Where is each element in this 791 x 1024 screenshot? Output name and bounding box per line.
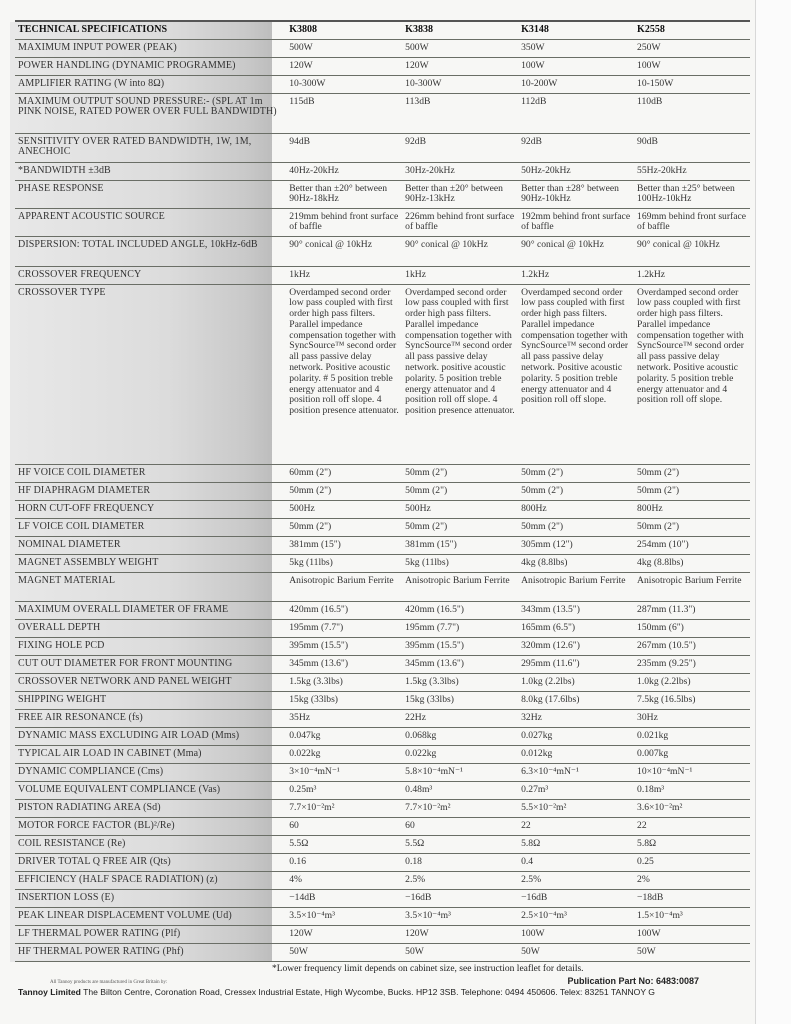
spec-value: 1kHz bbox=[286, 266, 402, 284]
spec-value: 50mm (2") bbox=[518, 518, 634, 536]
spec-value: Overdamped second order low pass coupled with first order high pass filters. Parallel impedance compensation together with SyncSource™ second order all pass passive delay network. positive acoustic polarity. 5 position treble energy attenuator and 4 position roll off slope. 4 position presence attenuator. bbox=[402, 284, 518, 464]
spec-value: Overdamped second order low pass coupled with first order high pass filters. Parallel impedance compensation together with SyncSource™ second order all pass passive delay network. Positive acoustic polarity. # 5 position treble energy attenuator and 4 position roll off slope. 4 position presence attenuator. bbox=[286, 284, 402, 464]
spec-label: PHASE RESPONSE bbox=[15, 180, 286, 208]
spec-value: 1.0kg (2.2lbs) bbox=[518, 673, 634, 691]
spec-value: 0.25m³ bbox=[286, 781, 402, 799]
table-title: TECHNICAL SPECIFICATIONS bbox=[15, 22, 286, 39]
spec-value: 1.2kHz bbox=[634, 266, 750, 284]
spec-value: 5.8×10⁻⁴mN⁻¹ bbox=[402, 763, 518, 781]
spec-value: 4kg (8.8lbs) bbox=[518, 554, 634, 572]
spec-label: EFFICIENCY (HALF SPACE RADIATION) (z) bbox=[15, 871, 286, 889]
spec-label: FREE AIR RESONANCE (fs) bbox=[15, 709, 286, 727]
spec-label: CROSSOVER FREQUENCY bbox=[15, 266, 286, 284]
spec-value: 22 bbox=[518, 817, 634, 835]
spec-value: 0.022kg bbox=[286, 745, 402, 763]
spec-value: Anisotropic Barium Ferrite bbox=[402, 572, 518, 601]
table-row bbox=[15, 482, 750, 500]
spec-value: 381mm (15") bbox=[286, 536, 402, 554]
spec-value: 50mm (2") bbox=[634, 464, 750, 482]
spec-value: 4kg (8.8lbs) bbox=[634, 554, 750, 572]
table-row bbox=[15, 835, 750, 853]
model-header: K2558 bbox=[634, 22, 750, 39]
spec-value: 500W bbox=[402, 39, 518, 57]
spec-value: 0.007kg bbox=[634, 745, 750, 763]
table-row bbox=[15, 853, 750, 871]
spec-label: MAXIMUM INPUT POWER (PEAK) bbox=[15, 39, 286, 57]
spec-value: 3×10⁻⁴mN⁻¹ bbox=[286, 763, 402, 781]
spec-value: Better than ±20° between 90Hz-13kHz bbox=[402, 180, 518, 208]
spec-value: 295mm (11.6") bbox=[518, 655, 634, 673]
spec-label: NOMINAL DIAMETER bbox=[15, 536, 286, 554]
spec-value: 350W bbox=[518, 39, 634, 57]
spec-value: 0.4 bbox=[518, 853, 634, 871]
spec-value: 7.5kg (16.5lbs) bbox=[634, 691, 750, 709]
spec-value: 195mm (7.7") bbox=[402, 619, 518, 637]
spec-value: 55Hz-20kHz bbox=[634, 162, 750, 180]
company-address-line bbox=[18, 987, 655, 997]
spec-value: 420mm (16.5") bbox=[286, 601, 402, 619]
spec-value: 169mm behind front surface of baffle bbox=[634, 208, 750, 236]
spec-value: 3.5×10⁻⁴m³ bbox=[402, 907, 518, 925]
spec-value: 92dB bbox=[518, 133, 634, 162]
spec-value: 100W bbox=[518, 57, 634, 75]
spec-value: 50mm (2") bbox=[286, 482, 402, 500]
spec-label: HORN CUT-OFF FREQUENCY bbox=[15, 500, 286, 518]
table-row bbox=[15, 133, 750, 162]
spec-value: 40Hz-20kHz bbox=[286, 162, 402, 180]
publication-number: Publication Part No: 6483:0087 bbox=[567, 976, 699, 986]
spec-value: 60mm (2") bbox=[286, 464, 402, 482]
table-row bbox=[15, 709, 750, 727]
spec-value: 50mm (2") bbox=[402, 518, 518, 536]
spec-label: APPARENT ACOUSTIC SOURCE bbox=[15, 208, 286, 236]
spec-value: −18dB bbox=[634, 889, 750, 907]
spec-label: POWER HANDLING (DYNAMIC PROGRAMME) bbox=[15, 57, 286, 75]
company-address: The Bilton Centre, Coronation Road, Cressex Industrial Estate, High Wycombe, Bucks. HP12 3SB. Telephone: 0494 450606. Telex: 83251 TANNOY G bbox=[83, 987, 655, 997]
spec-label: HF DIAPHRAGM DIAMETER bbox=[15, 482, 286, 500]
spec-label: HF VOICE COIL DIAMETER bbox=[15, 464, 286, 482]
spec-value: 100W bbox=[634, 57, 750, 75]
table-row bbox=[15, 817, 750, 835]
spec-label: DRIVER TOTAL Q FREE AIR (Qts) bbox=[15, 853, 286, 871]
spec-value: 8.0kg (17.6lbs) bbox=[518, 691, 634, 709]
spec-label: MOTOR FORCE FACTOR (BL)²/Re) bbox=[15, 817, 286, 835]
spec-value: 1.5kg (3.3lbs) bbox=[286, 673, 402, 691]
spec-label: TYPICAL AIR LOAD IN CABINET (Mma) bbox=[15, 745, 286, 763]
spec-value: 267mm (10.5") bbox=[634, 637, 750, 655]
spec-value: 30Hz bbox=[634, 709, 750, 727]
spec-value: 2.5% bbox=[402, 871, 518, 889]
spec-value: 100W bbox=[634, 925, 750, 943]
table-row bbox=[15, 889, 750, 907]
spec-value: 90° conical @ 10kHz bbox=[634, 236, 750, 266]
spec-value: 0.012kg bbox=[518, 745, 634, 763]
table-row bbox=[15, 619, 750, 637]
spec-label: DISPERSION: TOTAL INCLUDED ANGLE, 10kHz-6dB bbox=[15, 236, 286, 266]
spec-value: 5.8Ω bbox=[518, 835, 634, 853]
spec-value: 5.5Ω bbox=[286, 835, 402, 853]
table-header-row bbox=[15, 22, 750, 39]
spec-value: 22 bbox=[634, 817, 750, 835]
spec-value: 50W bbox=[286, 943, 402, 961]
spec-label: DYNAMIC MASS EXCLUDING AIR LOAD (Mms) bbox=[15, 727, 286, 745]
spec-value: 6.3×10⁻⁴mN⁻¹ bbox=[518, 763, 634, 781]
table-row bbox=[15, 180, 750, 208]
spec-label: MAXIMUM OUTPUT SOUND PRESSURE:- (SPL AT 1m PINK NOISE, RATED POWER OVER FULL BANDWIDTH) bbox=[15, 93, 286, 133]
spec-value: 1.0kg (2.2lbs) bbox=[634, 673, 750, 691]
table-row bbox=[15, 572, 750, 601]
spec-label: PISTON RADIATING AREA (Sd) bbox=[15, 799, 286, 817]
table-row bbox=[15, 518, 750, 536]
spec-value: 50mm (2") bbox=[518, 464, 634, 482]
table-row bbox=[15, 655, 750, 673]
spec-label: *BANDWIDTH ±3dB bbox=[15, 162, 286, 180]
spec-value: 10-300W bbox=[402, 75, 518, 93]
table-row bbox=[15, 162, 750, 180]
table-row bbox=[15, 727, 750, 745]
spec-value: 0.18m³ bbox=[634, 781, 750, 799]
spec-value: 4% bbox=[286, 871, 402, 889]
spec-value: 800Hz bbox=[518, 500, 634, 518]
spec-value: 15kg (33lbs) bbox=[402, 691, 518, 709]
spec-label: CROSSOVER TYPE bbox=[15, 284, 286, 464]
spec-value: 0.047kg bbox=[286, 727, 402, 745]
spec-label: CUT OUT DIAMETER FOR FRONT MOUNTING bbox=[15, 655, 286, 673]
spec-value: Overdamped second order low pass coupled with first order high pass filters. Parallel impedance compensation together with SyncSource™ second order all pass passive delay network. Positive acoustic polarity. 5 position treble energy attenuator and 4 position roll off slope. bbox=[634, 284, 750, 464]
spec-label: DYNAMIC COMPLIANCE (Cms) bbox=[15, 763, 286, 781]
spec-label: MAGNET ASSEMBLY WEIGHT bbox=[15, 554, 286, 572]
spec-value: 90° conical @ 10kHz bbox=[518, 236, 634, 266]
spec-value: 395mm (15.5") bbox=[402, 637, 518, 655]
model-header: K3838 bbox=[402, 22, 518, 39]
spec-label: OVERALL DEPTH bbox=[15, 619, 286, 637]
spec-value: 254mm (10") bbox=[634, 536, 750, 554]
spec-value: 0.25 bbox=[634, 853, 750, 871]
spec-value: 500Hz bbox=[402, 500, 518, 518]
spec-value: 0.021kg bbox=[634, 727, 750, 745]
spec-label: LF THERMAL POWER RATING (Plf) bbox=[15, 925, 286, 943]
table-row bbox=[15, 266, 750, 284]
spec-value: Anisotropic Barium Ferrite bbox=[286, 572, 402, 601]
table-row bbox=[15, 284, 750, 464]
spec-value: 50mm (2") bbox=[286, 518, 402, 536]
table-row bbox=[15, 781, 750, 799]
table-row bbox=[15, 745, 750, 763]
spec-value: 2.5% bbox=[518, 871, 634, 889]
spec-value: 0.068kg bbox=[402, 727, 518, 745]
spec-value: 10-300W bbox=[286, 75, 402, 93]
spec-value: 192mm behind front surface of baffle bbox=[518, 208, 634, 236]
spec-label: SHIPPING WEIGHT bbox=[15, 691, 286, 709]
spec-value: 5.5Ω bbox=[402, 835, 518, 853]
spec-value: 250W bbox=[634, 39, 750, 57]
model-header: K3148 bbox=[518, 22, 634, 39]
spec-value: 5.5×10⁻²m² bbox=[518, 799, 634, 817]
spec-table bbox=[15, 22, 750, 962]
spec-value: 287mm (11.3") bbox=[634, 601, 750, 619]
spec-value: 345mm (13.6") bbox=[402, 655, 518, 673]
spec-value: 10-150W bbox=[634, 75, 750, 93]
spec-value: 113dB bbox=[402, 93, 518, 133]
spec-value: 800Hz bbox=[634, 500, 750, 518]
spec-value: −14dB bbox=[286, 889, 402, 907]
spec-value: 1.5×10⁻⁴m³ bbox=[634, 907, 750, 925]
spec-value: 3.6×10⁻²m² bbox=[634, 799, 750, 817]
table-row bbox=[15, 943, 750, 961]
spec-value: 92dB bbox=[402, 133, 518, 162]
spec-value: 120W bbox=[286, 925, 402, 943]
spec-value: 2.5×10⁻⁴m³ bbox=[518, 907, 634, 925]
spec-value: 10×10⁻⁴mN⁻¹ bbox=[634, 763, 750, 781]
spec-value: Anisotropic Barium Ferrite bbox=[634, 572, 750, 601]
spec-label: COIL RESISTANCE (Re) bbox=[15, 835, 286, 853]
spec-value: 219mm behind front surface of baffle bbox=[286, 208, 402, 236]
table-row bbox=[15, 673, 750, 691]
table-row bbox=[15, 637, 750, 655]
spec-value: 235mm (9.25") bbox=[634, 655, 750, 673]
spec-value: 50mm (2") bbox=[402, 482, 518, 500]
spec-value: 120W bbox=[286, 57, 402, 75]
spec-value: 90° conical @ 10kHz bbox=[402, 236, 518, 266]
spec-label: AMPLIFIER RATING (W into 8Ω) bbox=[15, 75, 286, 93]
spec-value: 500Hz bbox=[286, 500, 402, 518]
table-row bbox=[15, 925, 750, 943]
spec-value: 0.16 bbox=[286, 853, 402, 871]
table-row bbox=[15, 500, 750, 518]
spec-value: 305mm (12") bbox=[518, 536, 634, 554]
spec-label: LF VOICE COIL DIAMETER bbox=[15, 518, 286, 536]
table-row bbox=[15, 75, 750, 93]
spec-value: 50mm (2") bbox=[634, 518, 750, 536]
table-row bbox=[15, 799, 750, 817]
table-row bbox=[15, 57, 750, 75]
spec-value: 60 bbox=[286, 817, 402, 835]
spec-value: 150mm (6") bbox=[634, 619, 750, 637]
spec-value: 94dB bbox=[286, 133, 402, 162]
page-edge bbox=[755, 0, 791, 1024]
spec-label: FIXING HOLE PCD bbox=[15, 637, 286, 655]
spec-value: 50W bbox=[518, 943, 634, 961]
spec-value: 100W bbox=[518, 925, 634, 943]
spec-value: 381mm (15") bbox=[402, 536, 518, 554]
spec-value: 7.7×10⁻²m² bbox=[402, 799, 518, 817]
spec-value: 7.7×10⁻²m² bbox=[286, 799, 402, 817]
spec-value: −16dB bbox=[518, 889, 634, 907]
spec-value: 1kHz bbox=[402, 266, 518, 284]
spec-value: Overdamped second order low pass coupled with first order high pass filters. Parallel impedance compensation together with SyncSource™ second order all pass passive delay network. Positive acoustic polarity. 5 position treble energy attenuator and 4 position roll off slope. bbox=[518, 284, 634, 464]
table-row bbox=[15, 601, 750, 619]
spec-value: 2% bbox=[634, 871, 750, 889]
spec-value: 32Hz bbox=[518, 709, 634, 727]
table-row bbox=[15, 236, 750, 266]
spec-value: 5.8Ω bbox=[634, 835, 750, 853]
spec-value: 320mm (12.6") bbox=[518, 637, 634, 655]
spec-value: Better than ±28° between 90Hz-10kHz bbox=[518, 180, 634, 208]
spec-value: 30Hz-20kHz bbox=[402, 162, 518, 180]
table-row bbox=[15, 763, 750, 781]
spec-value: 420mm (16.5") bbox=[402, 601, 518, 619]
table-row bbox=[15, 691, 750, 709]
spec-value: 90dB bbox=[634, 133, 750, 162]
table-row bbox=[15, 39, 750, 57]
spec-value: 195mm (7.7") bbox=[286, 619, 402, 637]
spec-value: 0.27m³ bbox=[518, 781, 634, 799]
spec-label: HF THERMAL POWER RATING (Phf) bbox=[15, 943, 286, 961]
spec-value: Better than ±20° between 90Hz-18kHz bbox=[286, 180, 402, 208]
spec-value: 0.022kg bbox=[402, 745, 518, 763]
spec-value: 0.027kg bbox=[518, 727, 634, 745]
spec-value: 226mm behind front surface of baffle bbox=[402, 208, 518, 236]
table-row bbox=[15, 554, 750, 572]
spec-value: 110dB bbox=[634, 93, 750, 133]
table-row bbox=[15, 871, 750, 889]
spec-value: 343mm (13.5") bbox=[518, 601, 634, 619]
table-row bbox=[15, 93, 750, 133]
spec-value: 1.5kg (3.3lbs) bbox=[402, 673, 518, 691]
spec-value: 345mm (13.6") bbox=[286, 655, 402, 673]
spec-value: 0.18 bbox=[402, 853, 518, 871]
spec-label: CROSSOVER NETWORK AND PANEL WEIGHT bbox=[15, 673, 286, 691]
spec-value: 50mm (2") bbox=[518, 482, 634, 500]
spec-label: VOLUME EQUIVALENT COMPLIANCE (Vas) bbox=[15, 781, 286, 799]
spec-value: 5kg (11lbs) bbox=[402, 554, 518, 572]
spec-value: 90° conical @ 10kHz bbox=[286, 236, 402, 266]
spec-value: Better than ±25° between 100Hz-10kHz bbox=[634, 180, 750, 208]
spec-label: INSERTION LOSS (E) bbox=[15, 889, 286, 907]
spec-label: MAGNET MATERIAL bbox=[15, 572, 286, 601]
table-row bbox=[15, 536, 750, 554]
spec-value: 15kg (33lbs) bbox=[286, 691, 402, 709]
table-row bbox=[15, 464, 750, 482]
spec-value: 22Hz bbox=[402, 709, 518, 727]
spec-value: 50Hz-20kHz bbox=[518, 162, 634, 180]
spec-value: 10-200W bbox=[518, 75, 634, 93]
spec-value: 50W bbox=[402, 943, 518, 961]
table-row bbox=[15, 907, 750, 925]
spec-value: 120W bbox=[402, 57, 518, 75]
company-name: Tannoy Limited bbox=[18, 987, 81, 997]
spec-value: 50mm (2") bbox=[402, 464, 518, 482]
spec-value: −16dB bbox=[402, 889, 518, 907]
spec-value: 5kg (11lbs) bbox=[286, 554, 402, 572]
spec-value: 35Hz bbox=[286, 709, 402, 727]
spec-value: 120W bbox=[402, 925, 518, 943]
spec-value: 115dB bbox=[286, 93, 402, 133]
spec-value: Anisotropic Barium Ferrite bbox=[518, 572, 634, 601]
spec-value: 112dB bbox=[518, 93, 634, 133]
model-header: K3808 bbox=[286, 22, 402, 39]
spec-value: 50W bbox=[634, 943, 750, 961]
manufactured-note: All Tannoy products are manufactured in Great Britain by: bbox=[50, 980, 168, 985]
spec-value: 0.48m³ bbox=[402, 781, 518, 799]
spec-value: 50mm (2") bbox=[634, 482, 750, 500]
spec-value: 165mm (6.5") bbox=[518, 619, 634, 637]
spec-label: MAXIMUM OVERALL DIAMETER OF FRAME bbox=[15, 601, 286, 619]
spec-value: 1.2kHz bbox=[518, 266, 634, 284]
spec-label: PEAK LINEAR DISPLACEMENT VOLUME (Ud) bbox=[15, 907, 286, 925]
spec-value: 500W bbox=[286, 39, 402, 57]
spec-value: 60 bbox=[402, 817, 518, 835]
spec-value: 3.5×10⁻⁴m³ bbox=[286, 907, 402, 925]
table-row bbox=[15, 208, 750, 236]
footnote: *Lower frequency limit depends on cabinet size, see instruction leaflet for details. bbox=[272, 964, 584, 974]
spec-value: 395mm (15.5") bbox=[286, 637, 402, 655]
spec-label: SENSITIVITY OVER RATED BANDWIDTH, 1W, 1M, ANECHOIC bbox=[15, 133, 286, 162]
